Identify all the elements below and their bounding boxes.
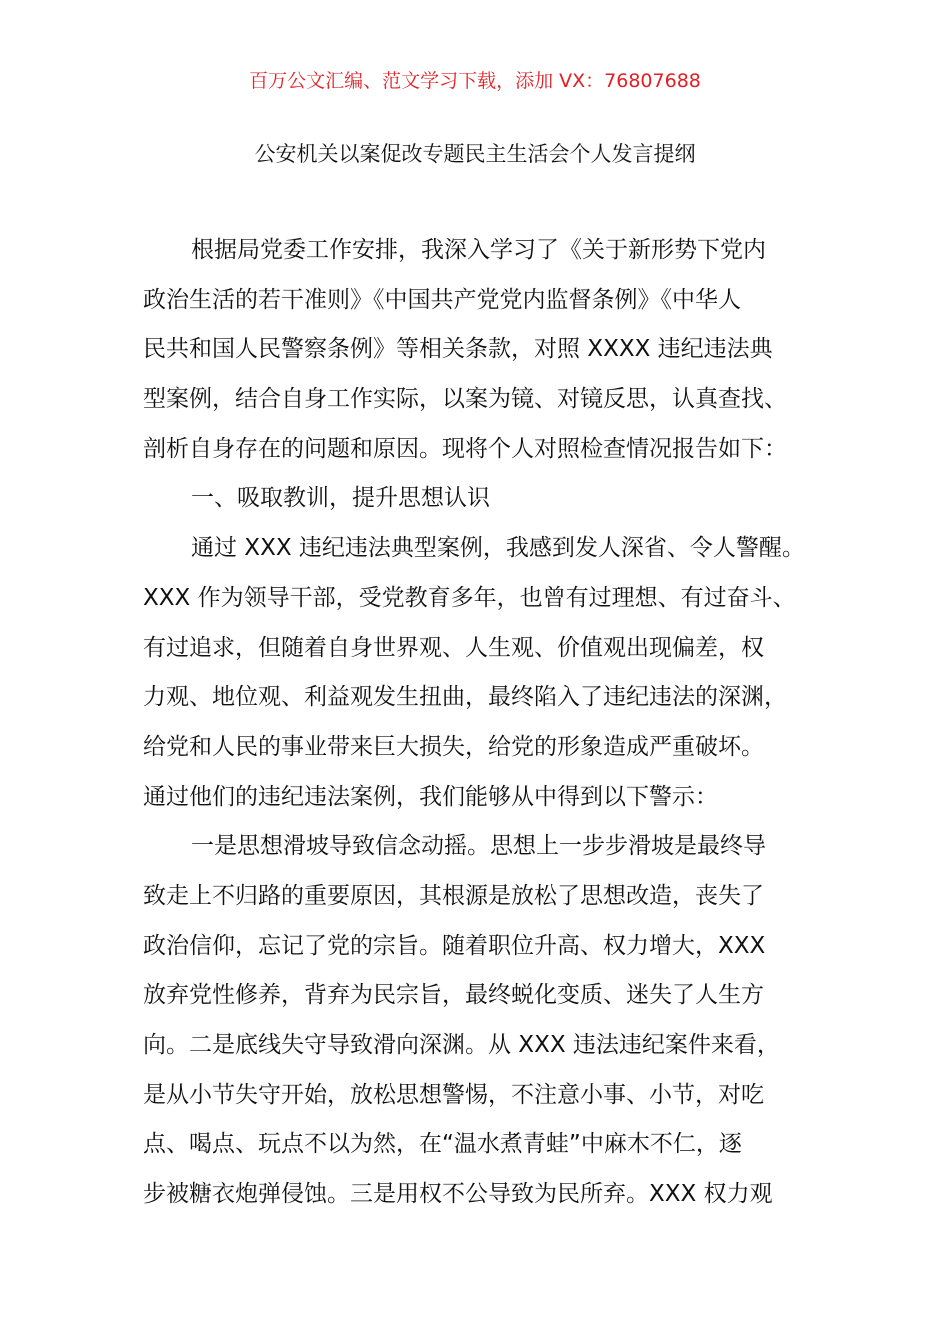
paragraph-line: 民共和国人民警察条例》等相关条款，对照 XXXX 违纪违法典 — [143, 336, 773, 363]
paragraph-line: 放弃党性修养，背弃为民宗旨，最终蜕化变质、迷失了人生方 — [143, 982, 764, 1009]
paragraph-line: 给党和人民的事业带来巨大损失，给党的形象造成严重破坏。 — [143, 733, 764, 760]
paragraph-line: 型案例，结合自身工作实际，以案为镜、对镜反思，认真查找、 — [143, 386, 787, 413]
paragraph-line: 致走上不归路的重要原因，其根源是放松了思想改造，丧失了 — [143, 882, 764, 909]
paragraph-line: 是从小节失守开始，放松思想警惕，不注意小事、小节，对吃 — [143, 1081, 764, 1108]
paragraph-line: 根据局党委工作安排，我深入学习了《关于新形势下党内 — [191, 237, 766, 263]
paragraph-line: 一是思想滑坡导致信念动摇。思想上一步步滑坡是最终导 — [191, 833, 766, 860]
section-heading: 一、吸取教训，提升思想认识 — [191, 485, 490, 512]
header-banner: 百万公文汇编、范文学习下载，添加 VX：76807688 — [249, 70, 701, 92]
paragraph-line: 通过 XXX 违纪违法典型案例，我感到发人深省、令人警醒。 — [191, 535, 805, 562]
paragraph-line: 步被糖衣炮弹侵蚀。三是用权不公导致为民所弃。XXX 权力观 — [143, 1181, 773, 1208]
document-body — [143, 226, 823, 1220]
paragraph-line: XXX 作为领导干部，受党教育多年，也曾有过理想、有过奋斗、 — [143, 584, 796, 611]
document-title: 公安机关以案促改专题民主生活会个人发言提纲 — [254, 142, 696, 166]
paragraph-line: 剖析自身存在的问题和原因。现将个人对照检查情况报告如下： — [143, 435, 787, 462]
paragraph-line: 向。二是底线失守导致滑向深渊。从 XXX 违法违纪案件来看， — [143, 1032, 780, 1058]
paragraph-line: 政治信仰，忘记了党的宗旨。随着职位升高、权力增大，XXX — [143, 932, 766, 959]
paragraph-line: 政治生活的若干准则》《中国共产党党内监督条例》《中华人 — [143, 286, 741, 313]
paragraph-line: 有过追求，但随着自身世界观、人生观、价值观出现偏差，权 — [143, 634, 764, 661]
paragraph-line: 点、喝点、玩点不以为然，在“温水煮青蛙”中麻木不仁，逐 — [143, 1131, 742, 1158]
paragraph-line: 通过他们的违纪违法案例，我们能够从中得到以下警示： — [143, 783, 718, 810]
paragraph-line: 力观、地位观、利益观发生扭曲，最终陷入了违纪违法的深渊， — [143, 684, 787, 711]
